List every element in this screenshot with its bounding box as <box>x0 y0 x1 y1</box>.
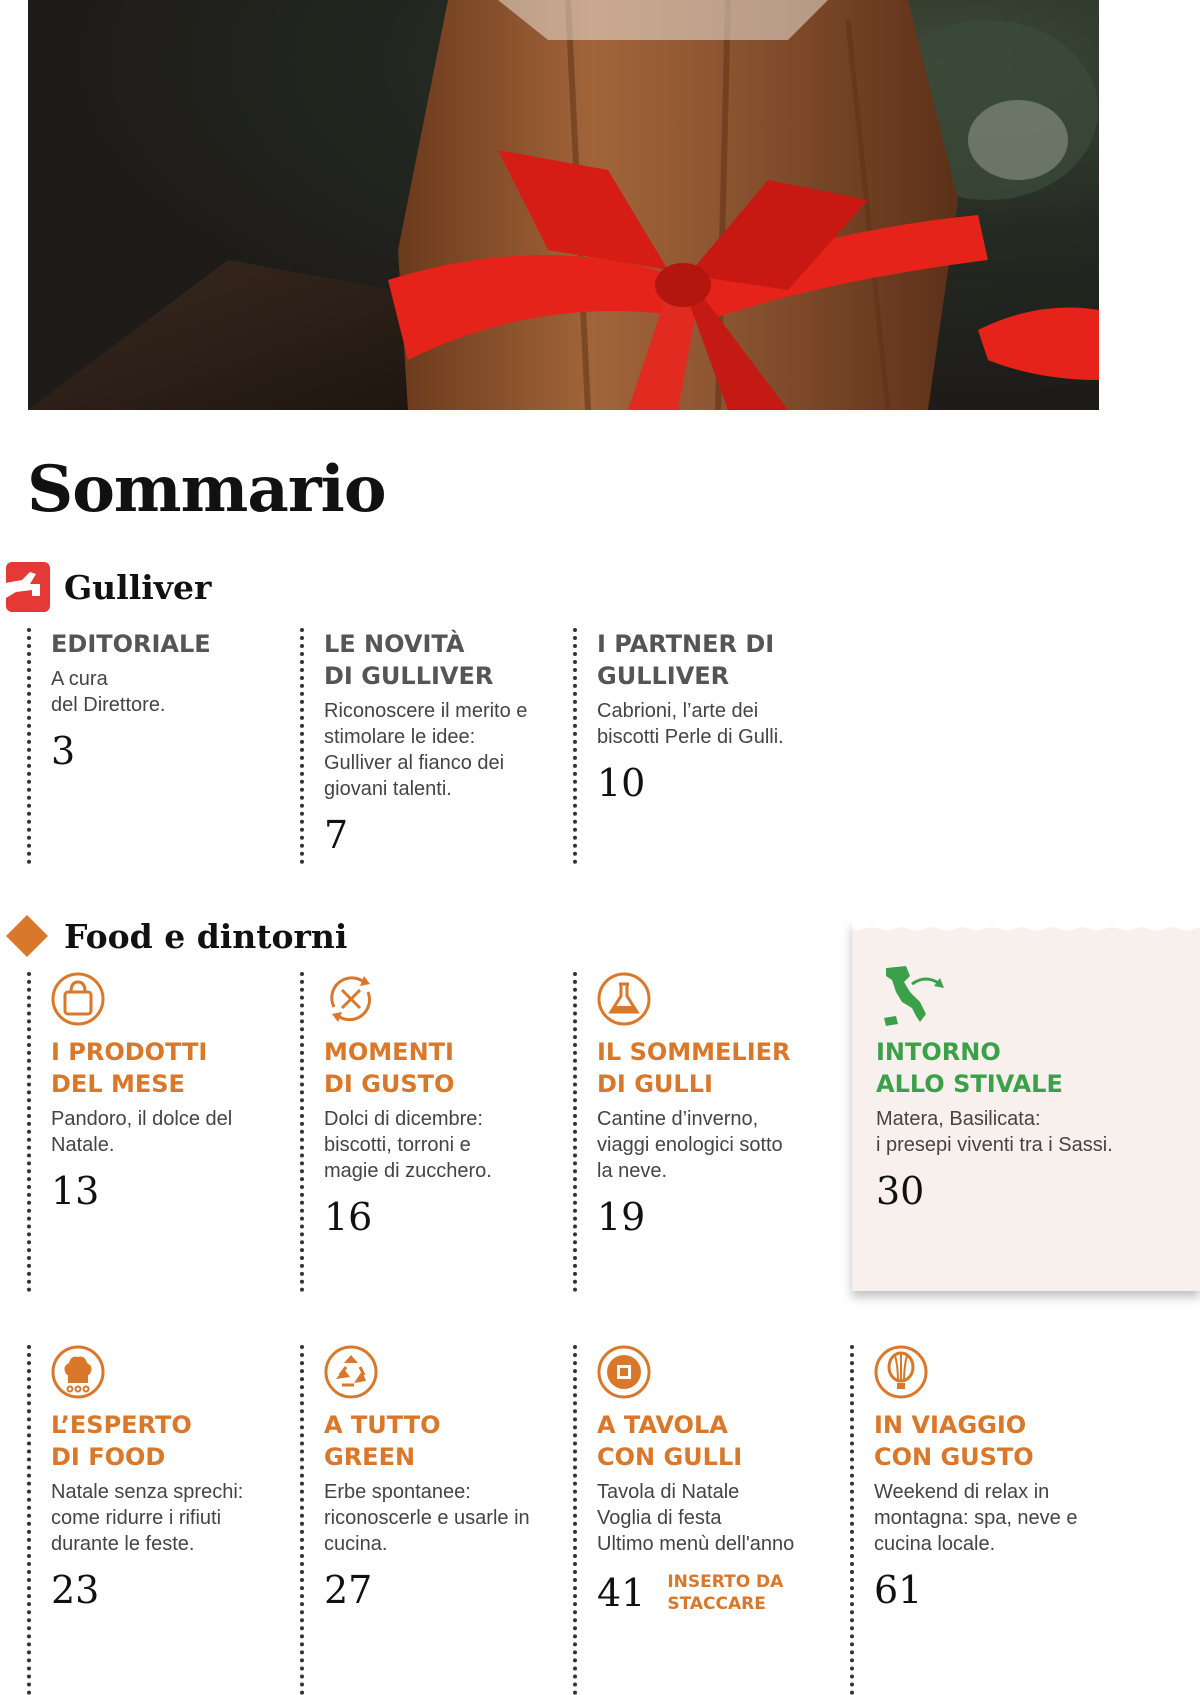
toc-entry-heading: LE NOVITÀ DI GULLIVER <box>324 630 494 690</box>
toc-entry-description: Weekend di relax in montagna: spa, neve e cucina locale. <box>874 1481 1078 1555</box>
toc-entry-page-number: 16 <box>324 1195 373 1239</box>
toc-entry-page-number: 41 <box>597 1571 646 1615</box>
hero-image <box>28 0 1099 410</box>
toc-entry-page-number: 19 <box>597 1195 646 1239</box>
toc-entry-page-number: 7 <box>324 813 349 857</box>
toc-entry-partner-gulliver[interactable] <box>573 628 843 864</box>
cutlery-cycle-icon <box>324 972 378 1026</box>
toc-entry-description: A cura del Direttore. <box>51 668 166 716</box>
toc-entry-description: Dolci di dicembre: biscotti, torroni e magie di zucchero. <box>324 1108 492 1182</box>
toc-entry-description: Natale senza sprechi: come ridurre i rifiuti durante le feste. <box>51 1481 244 1555</box>
toc-entry-heading: MOMENTI DI GUSTO <box>324 1038 455 1098</box>
toc-entry-heading: EDITORIALE <box>51 630 211 658</box>
toc-entry-prodotti-mese[interactable] <box>27 972 285 1292</box>
toc-entry-heading: INTORNO ALLO STIVALE <box>876 1038 1063 1098</box>
toc-entry-heading: A TAVOLA CON GULLI <box>597 1411 743 1471</box>
toc-entry-page-number: 27 <box>324 1568 373 1612</box>
section-header-food <box>4 913 347 959</box>
toc-entry-description: Cantine d’inverno, viaggi enologici sotto la neve. <box>597 1108 783 1182</box>
toc-entry-heading: IN VIAGGIO CON GUSTO <box>874 1411 1034 1471</box>
toc-entry-page-number: 13 <box>51 1169 100 1213</box>
gulliver-logo-icon <box>0 562 50 612</box>
toc-entry-description: Pandoro, il dolce del Natale. <box>51 1108 233 1156</box>
toc-entry-page-number: 30 <box>876 1169 925 1213</box>
toc-entry-description: Matera, Basilicata: i presepi viventi tra i Sassi. <box>876 1108 1113 1156</box>
toc-entry-esperto-food[interactable] <box>27 1345 285 1695</box>
pandoro-illustration <box>28 0 1099 410</box>
torn-edge-decoration <box>852 919 1200 933</box>
toc-entry-sommelier[interactable] <box>573 972 843 1292</box>
recycle-icon <box>324 1345 378 1399</box>
toc-entry-page-number: 10 <box>597 761 646 805</box>
plate-icon <box>597 1345 651 1399</box>
section-header-gulliver <box>0 562 211 612</box>
toc-entry-momenti-gusto[interactable] <box>300 972 570 1292</box>
toc-entry-description: Erbe spontanee: riconoscerle e usarle in cucina. <box>324 1481 530 1555</box>
italy-map-icon <box>876 962 946 1032</box>
toc-entry-heading: I PRODOTTI DEL MESE <box>51 1038 208 1098</box>
page-title: Sommario <box>27 452 386 527</box>
shopping-bag-icon <box>51 972 105 1026</box>
toc-entry-description: Tavola di Natale Voglia di festa Ultimo menù dell'anno <box>597 1481 795 1555</box>
toc-entry-tavola-gulli[interactable] <box>573 1345 843 1695</box>
toc-entry-intorno-stivale[interactable] <box>856 962 1196 1213</box>
orange-diamond-icon <box>4 913 50 959</box>
toc-entry-heading: A TUTTO GREEN <box>324 1411 441 1471</box>
toc-entry-page-number: 61 <box>874 1568 923 1612</box>
hot-air-balloon-icon <box>874 1345 928 1399</box>
flask-icon <box>597 972 651 1026</box>
toc-entry-tutto-green[interactable] <box>300 1345 570 1695</box>
toc-entry-novita-gulliver[interactable] <box>300 628 570 864</box>
section-label-gulliver: Gulliver <box>64 567 212 607</box>
toc-entry-viaggio-gusto[interactable] <box>850 1345 1190 1695</box>
page-row <box>597 1571 843 1615</box>
toc-entry-page-number: 3 <box>51 729 76 773</box>
toc-entry-description: Riconoscere il merito e stimolare le idee: Gulliver al fianco dei giovani talenti. <box>324 700 528 800</box>
chef-hat-icon <box>51 1345 105 1399</box>
toc-entry-heading: IL SOMMELIER DI GULLI <box>597 1038 791 1098</box>
section-label-food: Food e dintorni <box>64 916 348 956</box>
toc-entry-description: Cabrioni, l’arte dei biscotti Perle di Gulli. <box>597 700 784 748</box>
insert-note: INSERTO DA STACCARE <box>667 1572 784 1614</box>
toc-entry-heading: L’ESPERTO DI FOOD <box>51 1411 192 1471</box>
toc-entry-editoriale[interactable] <box>27 628 285 864</box>
toc-entry-heading: I PARTNER DI GULLIVER <box>597 630 775 690</box>
toc-entry-page-number: 23 <box>51 1568 100 1612</box>
